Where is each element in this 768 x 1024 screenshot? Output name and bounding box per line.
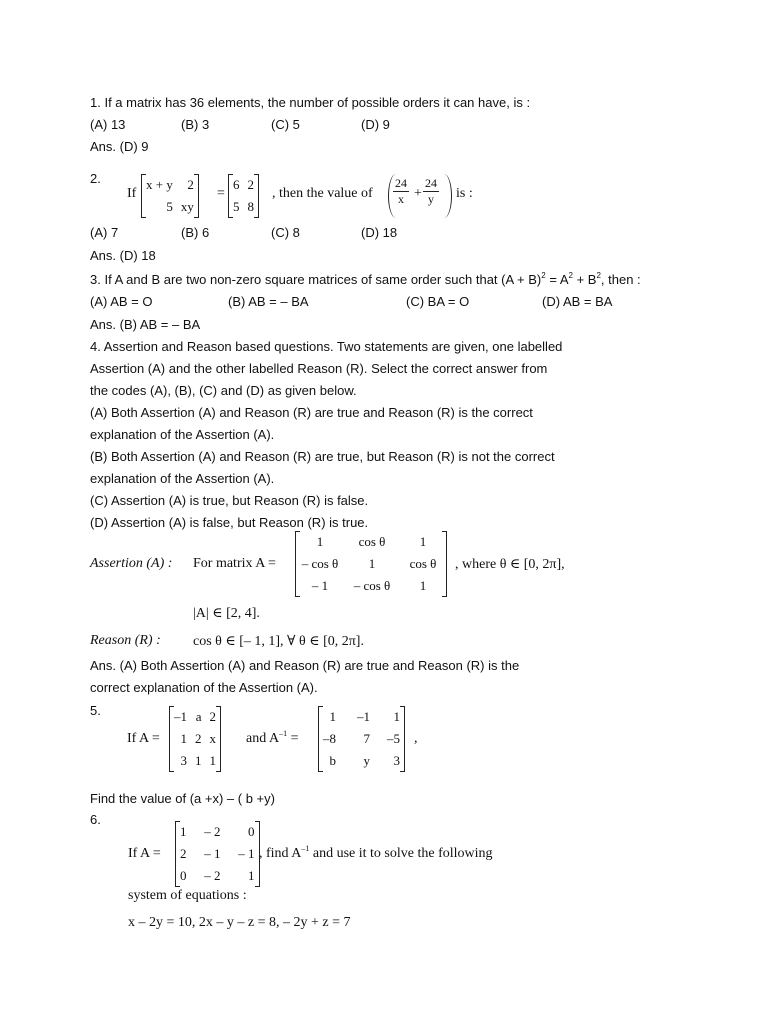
q2-number: 2. — [90, 171, 101, 186]
q6-inverse-sup: –1 — [301, 844, 310, 853]
matrix-cell: 7 — [363, 731, 370, 746]
matrix-cell: 1 — [368, 556, 376, 571]
matrix-cell: a — [195, 709, 202, 724]
matrix-cell: 1 — [195, 753, 202, 768]
q6-find-text — [259, 846, 493, 862]
matrix-cell: 6 — [233, 177, 240, 192]
q4-line-8: (C) Assertion (A) is true, but Reason (R) is false. — [90, 493, 369, 508]
q4-answer-line-2: correct explanation of the Assertion (A). — [90, 680, 318, 695]
matrix-cell: xy — [180, 199, 194, 214]
matrix-cell: x — [209, 731, 216, 746]
q6-find-a: , find A — [259, 846, 302, 861]
q3-sup-2: 2 — [568, 271, 573, 280]
q6-matrix — [175, 821, 260, 887]
assertion-matrix — [295, 531, 447, 597]
q6-system-text: system of equations : — [128, 888, 247, 903]
q4-line-7: explanation of the Assertion (A). — [90, 471, 275, 486]
q4-line-1: 4. Assertion and Reason based questions. Two statements are given, one labelled — [90, 339, 563, 354]
fraction-denominator: x — [398, 192, 404, 206]
q3-option-a: (A) AB = O — [90, 294, 153, 309]
matrix-cell: 2 — [195, 731, 202, 746]
q1-option-b: (B) 3 — [181, 117, 210, 132]
matrix-cell: 2 — [247, 177, 254, 192]
q2-matrix-right — [228, 174, 259, 218]
q5-and-text: and A — [246, 731, 280, 746]
q4-line-2: Assertion (A) and the other labelled Reason (R). Select the correct answer from — [90, 361, 548, 376]
assertion-label: Assertion (A) : — [90, 556, 173, 571]
q6-if-a: If A = — [128, 846, 161, 861]
matrix-cell: –1 — [357, 709, 370, 724]
matrix-cell: 3 — [393, 753, 400, 768]
q3-text-c: + B — [572, 272, 597, 287]
q2-if: If — [127, 186, 137, 201]
q2-equals: = — [217, 186, 225, 201]
matrix-cell: –1 — [174, 709, 187, 724]
q5-matrix-inverse — [318, 706, 405, 772]
q2-option-b: (B) 6 — [181, 225, 210, 240]
fraction-numerator: 24 — [425, 176, 437, 190]
matrix-cell: 2 — [180, 846, 187, 861]
q2-option-c: (C) 8 — [271, 225, 300, 240]
matrix-cell: 1 — [393, 709, 400, 724]
fraction-numerator: 24 — [395, 176, 407, 190]
q1-question: 1. If a matrix has 36 elements, the number of possible orders it can have, is : — [90, 95, 531, 110]
q2-fraction-1 — [393, 176, 409, 207]
assertion-for-matrix: For matrix A = — [193, 556, 276, 571]
q4-line-6: (B) Both Assertion (A) and Reason (R) are true, but Reason (R) is not the correct — [90, 449, 555, 464]
matrix-cell: – 1 — [311, 578, 329, 593]
q4-line-3: the codes (A), (B), (C) and (D) as given below. — [90, 383, 357, 398]
matrix-cell: 0 — [180, 868, 187, 883]
matrix-cell: x + y — [146, 177, 173, 192]
matrix-cell: –8 — [323, 731, 336, 746]
matrix-cell: b — [329, 753, 336, 768]
q2-fraction-2 — [423, 176, 439, 207]
q2-matrix-left — [141, 174, 199, 218]
q3-question — [90, 271, 641, 289]
q5-comma: , — [414, 731, 418, 746]
q2-plus: + — [414, 186, 422, 201]
matrix-cell: 1 — [180, 824, 187, 839]
matrix-cell: – 2 — [204, 824, 221, 839]
q2-option-a: (A) 7 — [90, 225, 119, 240]
matrix-cell: 1 — [180, 731, 187, 746]
reason-label: Reason (R) : — [90, 633, 161, 648]
q1-option-c: (C) 5 — [271, 117, 300, 132]
matrix-cell: – cos θ — [301, 556, 339, 571]
matrix-cell: 1 — [329, 709, 336, 724]
q5-inverse-sup: –1 — [279, 729, 288, 738]
matrix-cell: –5 — [387, 731, 400, 746]
q3-text-d: , then : — [600, 272, 641, 287]
q3-answer: Ans. (B) AB = – BA — [90, 317, 201, 332]
q1-option-d: (D) 9 — [361, 117, 390, 132]
q3-option-d: (D) AB = BA — [542, 294, 613, 309]
q1-option-a: (A) 13 — [90, 117, 126, 132]
q5-number: 5. — [90, 703, 101, 718]
fraction-denominator: y — [428, 192, 434, 206]
matrix-cell: 1 — [248, 868, 255, 883]
matrix-cell: – 1 — [204, 846, 221, 861]
q3-text-b: = A — [545, 272, 569, 287]
q6-equations: x – 2y = 10, 2x – y – z = 8, – 2y + z = 7 — [128, 915, 351, 930]
q4-line-9: (D) Assertion (A) is false, but Reason (R) is true. — [90, 515, 369, 530]
q4-line-5: explanation of the Assertion (A). — [90, 427, 275, 442]
q4-answer-line-1: Ans. (A) Both Assertion (A) and Reason (R) are true and Reason (R) is the — [90, 658, 520, 673]
matrix-cell: – 1 — [238, 846, 255, 861]
matrix-cell: 3 — [180, 753, 187, 768]
matrix-cell: – 2 — [204, 868, 221, 883]
q4-line-4: (A) Both Assertion (A) and Reason (R) are true and Reason (R) is the correct — [90, 405, 533, 420]
q3-sup-1: 2 — [541, 271, 546, 280]
assertion-where: , where θ ∈ [0, 2π], — [455, 557, 565, 572]
matrix-cell: y — [363, 753, 370, 768]
matrix-cell: 2 — [209, 709, 216, 724]
matrix-cell: 8 — [247, 199, 254, 214]
q5-and-inverse — [246, 731, 298, 747]
matrix-cell: 1 — [419, 534, 427, 549]
assertion-determinant: |A| ∈ [2, 4]. — [193, 606, 260, 621]
q5-eq: = — [287, 731, 299, 746]
matrix-cell: 5 — [233, 199, 240, 214]
matrix-cell: cos θ — [409, 556, 437, 571]
q2-answer: Ans. (D) 18 — [90, 248, 156, 263]
q2-is: is : — [456, 186, 473, 201]
q3-sup-3: 2 — [596, 271, 601, 280]
q2-option-d: (D) 18 — [361, 225, 398, 240]
matrix-cell: 0 — [248, 824, 255, 839]
matrix-cell: 1 — [209, 753, 216, 768]
q3-text-a: 3. If A and B are two non-zero square matrices of same order such that (A + B) — [90, 272, 542, 287]
matrix-cell: 1 — [419, 578, 427, 593]
q2-then-text: , then the value of — [272, 186, 373, 201]
reason-text: cos θ ∈ [– 1, 1], ∀ θ ∈ [0, 2π]. — [193, 634, 364, 649]
q1-answer: Ans. (D) 9 — [90, 139, 149, 154]
q3-option-b: (B) AB = – BA — [228, 294, 309, 309]
q6-find-b: and use it to solve the following — [309, 846, 493, 861]
matrix-cell: 5 — [166, 199, 173, 214]
matrix-cell: 2 — [187, 177, 194, 192]
q5-matrix-a — [169, 706, 221, 772]
matrix-cell: cos θ — [358, 534, 386, 549]
q6-number: 6. — [90, 812, 101, 827]
q3-option-c: (C) BA = O — [406, 294, 470, 309]
matrix-cell: – cos θ — [353, 578, 391, 593]
matrix-cell: 1 — [316, 534, 324, 549]
q5-if-a: If A = — [127, 731, 160, 746]
q5-find: Find the value of (a +x) – ( b +y) — [90, 791, 275, 806]
